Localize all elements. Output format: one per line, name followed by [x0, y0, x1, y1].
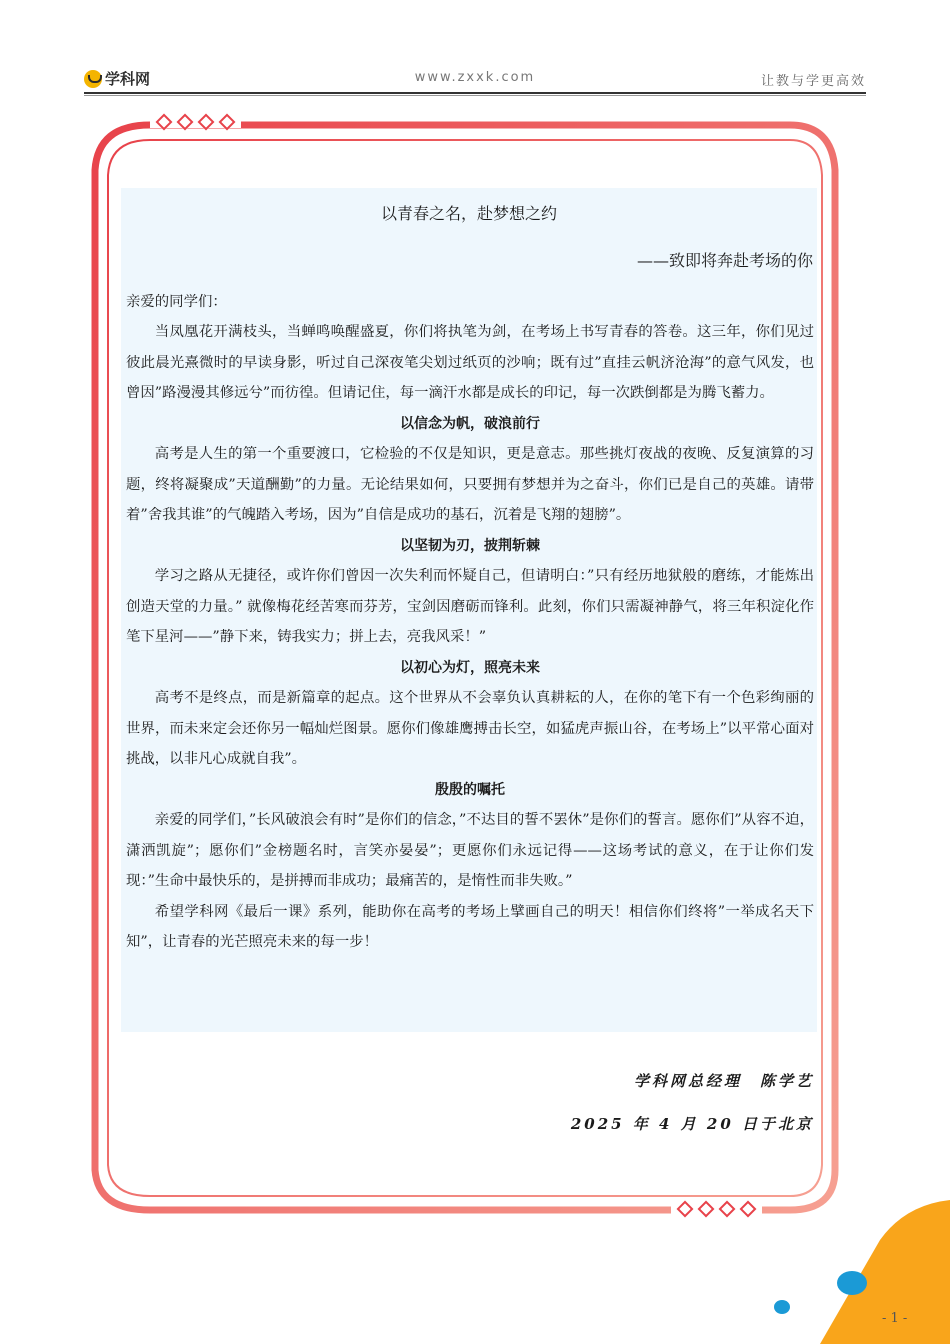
page-number: - 1 -	[882, 1311, 908, 1326]
section-heading: 以信念为帆，破浪前行	[400, 415, 540, 432]
section-paragraph: 学习之路从无捷径，或许你们曾因一次失利而怀疑自己，但请明白：”只有经历地狱般的磨练，才能炼出创造天堂的力量。” 就像梅花经苦寒而芬芳，宝剑因磨砺而锋利。此刻，你们只需凝神静气，将三年积淀化作笔下星河——”静下来，铸我实力；拼上去，亮我风采！”	[126, 568, 814, 645]
letter-title: 以青春之名，赴梦想之约	[380, 204, 557, 223]
diamond-ornament	[698, 1201, 715, 1218]
bottom-diamond-row	[671, 1203, 762, 1215]
signature-date: 2025 年 4 月 20 日于北京	[570, 1115, 814, 1133]
logo-text: 学科网	[105, 70, 151, 88]
closing-paragraph: 希望学科网《最后一课》系列，能助你在高考的考场上擘画自己的明天！相信你们终将”一举成名天下知”，让青春的光芒照亮未来的每一步！	[126, 903, 814, 950]
diamond-ornament	[719, 1201, 736, 1218]
diamond-ornament	[177, 114, 194, 131]
site-url: www.zxxk.com	[414, 70, 536, 85]
signature: 学科网总经理 陈学艺	[633, 1072, 814, 1090]
corner-dot-large	[837, 1271, 867, 1295]
top-diamond-row	[150, 116, 241, 128]
section-heading: 以坚韧为刃，披荆斩棘	[400, 537, 540, 554]
diamond-ornament	[740, 1201, 757, 1218]
intro-paragraph: 当凤凰花开满枝头，当蝉鸣唤醒盛夏，你们将执笔为剑，在考场上书写青春的答卷。这三年，你们见过彼此晨光熹微时的早读身影，听过自己深夜笔尖划过纸页的沙响；既有过”直挂云帆济沧海”的意气风发，也曾因”路漫漫其修远兮”而彷徨。但请记住，每一滴汗水都是成长的印记，每一次跌倒都是为腾飞蓄力。	[126, 324, 814, 401]
letter-subtitle: ——致即将奔赴考场的你	[636, 251, 813, 270]
diamond-ornament	[156, 114, 173, 131]
salutation: 亲爱的同学们：	[126, 294, 227, 310]
corner-dot-small	[774, 1300, 790, 1314]
section-paragraph: 高考是人生的第一个重要渡口，它检验的不仅是知识，更是意志。那些挑灯夜战的夜晚、反复演算的习题，终将凝聚成”天道酬勤”的力量。无论结果如何，只要拥有梦想并为之奋斗，你们已是自己的英雄。请带着”舍我其谁”的气魄踏入考场，因为”自信是成功的基石，沉着是飞翔的翅膀”。	[126, 446, 814, 523]
section-heading: 以初心为灯，照亮未来	[400, 659, 540, 676]
section-paragraph: 亲爱的同学们，”长风破浪会有时”是你们的信念，”不达目的誓不罢休”是你们的誓言。愿你们”从容不迫，潇洒凯旋”；愿你们”金榜题名时，言笑亦晏晏”；更愿你们永远记得——这场考试的意义，在于让你们发现：”生命中最快乐的，是拼搏而非成功；最痛苦的，是惰性而非失败。”	[126, 812, 814, 889]
letter-body	[126, 317, 814, 958]
section-paragraph: 高考不是终点，而是新篇章的起点。这个世界从不会辜负认真耕耘的人，在你的笔下有一个色彩绚丽的世界，而未来定会还你另一幅灿烂图景。愿你们像雄鹰搏击长空，如猛虎声振山谷，在考场上”以平常心面对挑战，以非凡心成就自我”。	[126, 690, 814, 767]
diamond-ornament	[677, 1201, 694, 1218]
diamond-ornament	[198, 114, 215, 131]
slogan: 让教与学更高效	[760, 74, 866, 89]
section-heading: 殷殷的嘱托	[435, 781, 505, 798]
diamond-ornament	[219, 114, 236, 131]
